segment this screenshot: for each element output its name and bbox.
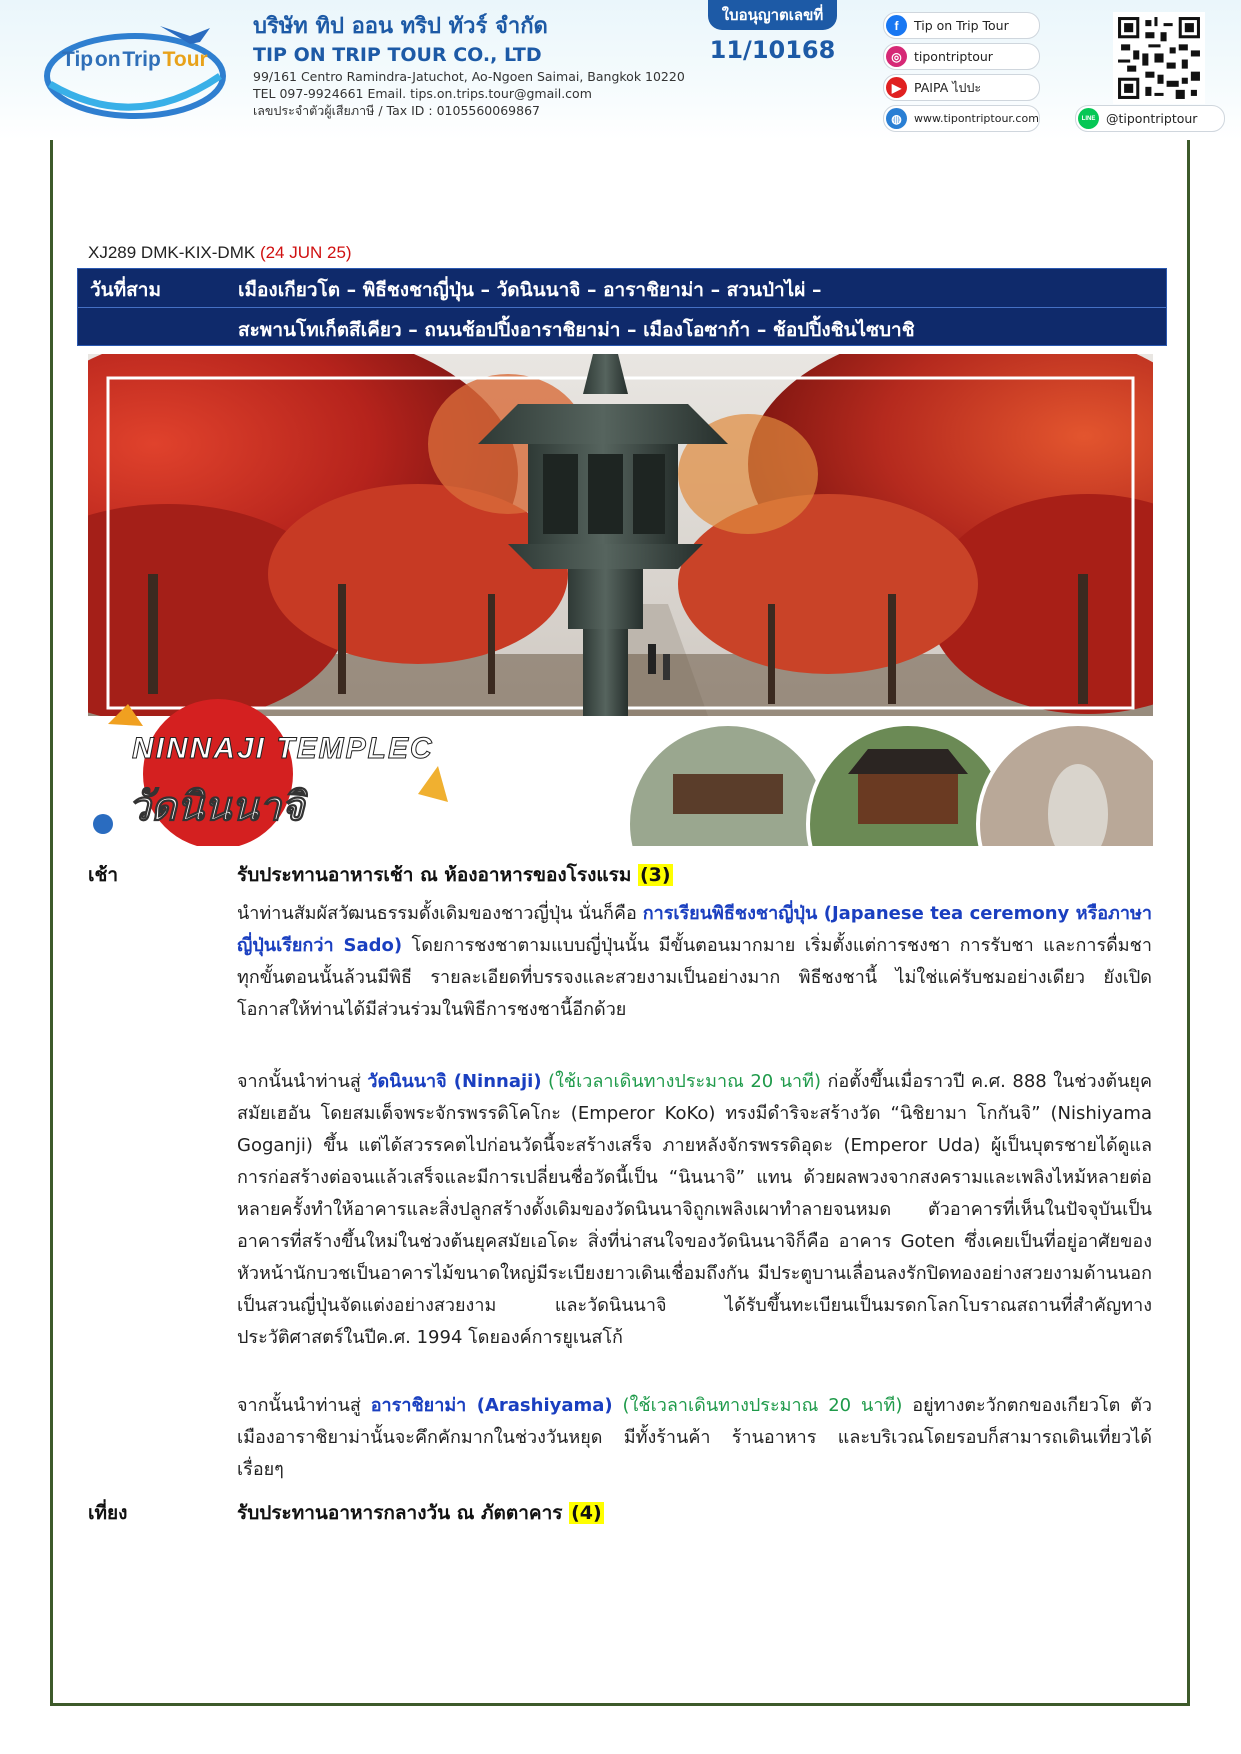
tea-ceremony-paragraph <box>237 898 1152 1026</box>
page-frame-right <box>1187 140 1190 1706</box>
para3-highlight: อาราชิยาม่า (Arashiyama) <box>370 1395 613 1416</box>
social-facebook[interactable] <box>883 12 1040 39</box>
company-address: 99/161 Centro Ramindra-Jatuchot, Ao-Ngoen Saimai, Bangkok 10220 <box>253 69 685 84</box>
company-name-en: TIP ON TRIP TOUR CO., LTD <box>253 44 542 66</box>
photo-title-th: วัดนินนาจิ <box>128 784 305 830</box>
breakfast-meal-no: (3) <box>639 864 671 886</box>
line-icon: LINE <box>1078 108 1099 129</box>
page-frame-left <box>50 140 53 1706</box>
para2-post: ก่อตั้งขึ้นเมื่อราวปี ค.ศ. 888 ในช่วงต้นยุคสมัยเฮอัน โดยสมเด็จพระจักรพรรดิโคโกะ (Emperor KoKo) ทรงมีดำริจะสร้างวัด “นิชิยามา โกกันจิ” (Nishiyama Goganji) ขึ้น แต่ได้สวรรคตไปก่อนวัดนี้จะสร้างเสร็จ ภายหลังจักรพรรดิอุดะ (Emperor Uda) ผู้เป็นบุตรชายได้ดูแลการก่อสร้างต่อจนแล้วเสร็จและมีการเปลี่ยนชื่อวัดนี้เป็น “นินนาจิ” แทน ด้วยผลพวงจากสงครามและเพลิงไหม้หลายต่อหลายครั้งทำให้อาคารและสิ่งปลูกสร้างดั้งเดิมของวัดนินนาจิถูกเพลิงเผาทำลายจนหมด ตัวอาคารที่เห็นในปัจจุบันเป็นอาคารที่สร้างขึ้นใหม่ในช่วงต้นยุคสมัยเอโดะ สิ่งที่น่าสนใจของวัดนินนาจิก็คือ อาคาร Goten ซึ่งเคยเป็นที่อยู่อาศัยของหัวหน้านักบวชเป็นอาคารไม้ขนาดใหญ่มีระเบียงยาวเดินเชื่อมถึงกัน มีประตูบานเลื่อนลงรักปิดทองอย่างสวยงามด้านนอกเป็นสวนญี่ปุ่นจัดแต่งอย่างสวยงาม และวัดนินนาจิ ได้รับขึ้นทะเบียนเป็นมรดกโลกโบราณสถานที่สำคัญทางประวัติศาสตร์ในปีค.ศ. 1994 โดยองค์การยูเนสโก้ <box>237 1071 1153 1348</box>
day-title-line2: สะพานโทเก็ตสึเคียว – ถนนช้อปปิ้งอาราชิยาม่า – เมืองโอซาก้า – ช้อปปิ้งชินไซบาชิ <box>238 319 915 341</box>
instagram-icon: ◎ <box>886 46 907 67</box>
social-label: tipontriptour <box>914 49 993 64</box>
lunch-heading <box>237 1498 604 1528</box>
trip-date: (24 JUN 25) <box>259 243 352 262</box>
lunch-label: เที่ยง <box>88 1502 128 1524</box>
banner-divider <box>78 307 1166 308</box>
facebook-icon: f <box>886 15 907 36</box>
para2-time: (ใช้เวลาเดินทางประมาณ 20 นาที) <box>541 1071 822 1092</box>
trip-code-line <box>88 243 352 263</box>
trip-code: XJ289 DMK-KIX-DMK <box>88 243 256 262</box>
para2-highlight: วัดนินนาจิ (Ninnaji) <box>367 1071 542 1092</box>
company-info <box>253 12 723 119</box>
arashiyama-paragraph <box>237 1390 1152 1486</box>
company-contact: TEL 097-9924661 Email. tips.on.trips.tour@gmail.com <box>253 86 592 101</box>
breakfast-heading <box>237 860 673 890</box>
lunch-meal-no: (4) <box>571 1502 602 1524</box>
page-header <box>0 0 1241 140</box>
para1-pre: นำท่านสัมผัสวัฒนธรรมดั้งเดิมของชาวญี่ปุ่น นั่นก็คือ <box>237 903 643 924</box>
social-label: Tip on Trip Tour <box>914 18 1009 33</box>
para1-post: โดยการชงชาตามแบบญี่ปุ่นนั้น มีขั้นตอนมากมาย เริ่มตั้งแต่การชงชา การรับชา และการดื่มชา ทุกขั้นตอนนั้นล้วนมีพิธี รายละเอียดที่บรรจงและสวยงามเป็นอย่างมาก พิธีชงชานี้ ไม่ใช่แค่รับชมอย่างเดียว ยังเปิดโอกาสให้ท่านได้มีส่วนร่วมในพิธีการชงชานี้อีกด้วย <box>237 935 1152 1020</box>
para3-time: (ใช้เวลาเดินทางประมาณ 20 นาที) <box>612 1395 903 1416</box>
license-label: ใบอนุญาตเลขที่ <box>708 0 838 30</box>
qr-code[interactable] <box>1113 12 1205 104</box>
day-label: วันที่สาม <box>90 279 161 301</box>
social-line[interactable] <box>1075 105 1225 132</box>
social-links <box>883 12 1040 136</box>
para3-post: อยู่ทางตะวักตกของเกียวโต ตัวเมืองอาราชิยาม่านั้นจะคึกคักมากในช่วงวันหยุด มีทั้งร้านค้า ร้านอาหาร และบริเวณโดยรอบก็สามารถเดินเที่ยวได้เรื่อยๆ <box>237 1395 1152 1480</box>
youtube-icon: ▶ <box>886 77 907 98</box>
license-number: 11/10168 <box>709 36 836 64</box>
website-icon: ◍ <box>886 108 907 129</box>
company-tax-id: เลขประจำตัวผู้เสียภาษี / Tax ID : 0105560069867 <box>253 103 540 118</box>
photo-illustration <box>88 354 1153 846</box>
lunch-text: รับประทานอาหารกลางวัน ณ ภัตตาคาร <box>237 1502 563 1524</box>
day-banner <box>77 268 1167 346</box>
para2-pre: จากนั้นนำท่านสู่ <box>237 1071 368 1092</box>
para3-pre: จากนั้นนำท่านสู่ <box>237 1395 371 1416</box>
para1-highlight: การเรียนพิธีชงชาญี่ปุ่น (Japanese tea ceremony หรือภาษาญี่ปุ่นเรียกว่า Sado) <box>237 903 1152 956</box>
social-instagram[interactable] <box>883 43 1040 70</box>
ninnaji-paragraph <box>237 1066 1152 1354</box>
brand-name: Tip on Trip Tour <box>62 48 208 71</box>
social-website[interactable] <box>883 105 1040 132</box>
company-name-th: บริษัท ทิป ออน ทริป ทัวร์ จำกัด <box>253 14 548 39</box>
license-box <box>690 0 855 64</box>
photo-title-en: NINNAJI TEMPLEC <box>132 732 434 765</box>
ninnaji-temple-photo <box>88 354 1153 846</box>
social-label: @tipontriptour <box>1106 111 1198 126</box>
social-youtube[interactable] <box>883 74 1040 101</box>
day-title-line1: เมืองเกียวโต – พิธีชงชาญี่ปุ่น – วัดนินนาจิ – อาราชิยาม่า – สวนป่าไผ่ – <box>238 279 822 301</box>
social-label: www.tipontriptour.com <box>914 112 1039 125</box>
social-label: PAIPA ไปปะ <box>914 79 982 95</box>
page-frame-bottom <box>50 1703 1190 1706</box>
breakfast-label: เช้า <box>88 864 119 886</box>
breakfast-text: รับประทานอาหารเช้า ณ ห้องอาหารของโรงแรม <box>237 864 632 886</box>
